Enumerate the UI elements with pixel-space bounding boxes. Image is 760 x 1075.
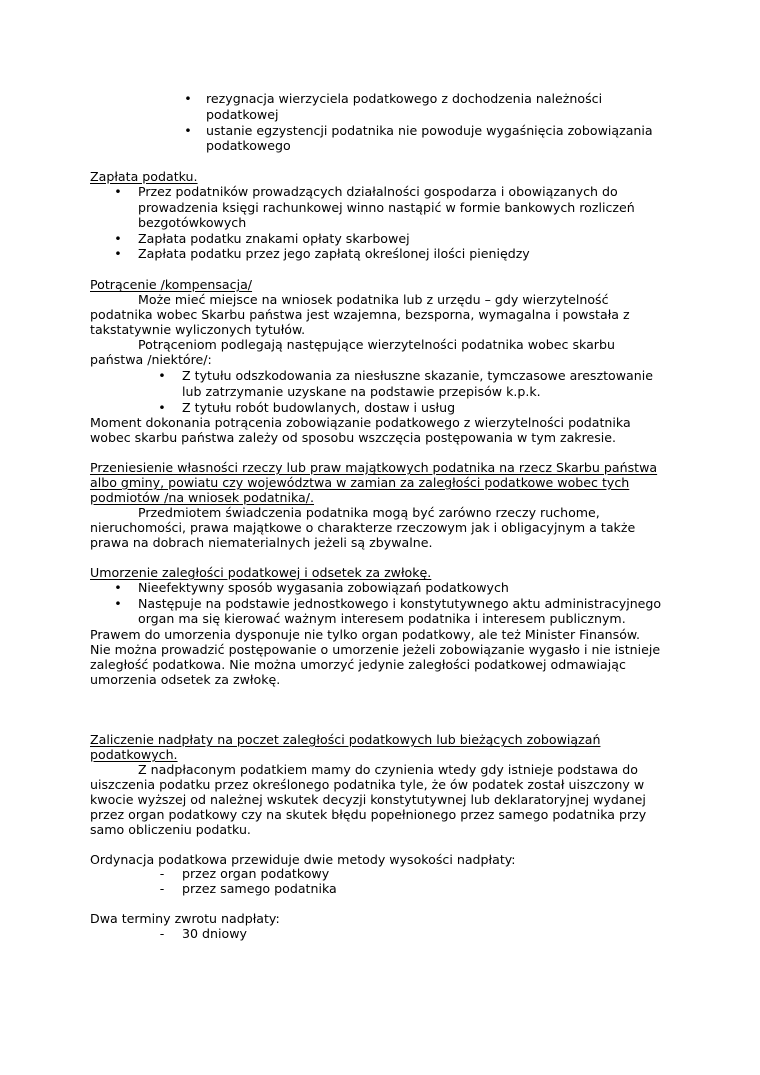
text-line: Nieefektywny sposób wygasania zobowiązań podatkowych	[138, 580, 509, 595]
text-line: ustanie egzystencji podatnika nie powoduje wygaśnięcia zobowiązania	[206, 123, 653, 138]
text-line: Zapłata podatku przez jego zapłatą określonej ilości pieniędzy	[138, 246, 530, 261]
text-line: samo obliczeniu podatku.	[90, 822, 251, 837]
bullet-icon: •	[184, 123, 192, 138]
text-line: państwa /niektóre/:	[90, 352, 212, 367]
text-line: wobec skarbu państwa zależy od sposobu wszczęcia postępowania w tym zakresie.	[90, 430, 617, 445]
text-line: Z tytułu odszkodowania za niesłuszne skazanie, tymczasowe aresztowanie	[182, 368, 653, 383]
bullet-icon: •	[114, 596, 122, 611]
text-line: Prawem do umorzenia dysponuje nie tylko organ podatkowy, ale też Minister Finansów.	[90, 627, 641, 642]
text-line: Przez podatników prowadzących działalności gospodarza i obowiązanych do	[138, 184, 618, 199]
text-line: Ordynacja podatkowa przewiduje dwie metody wysokości nadpłaty:	[90, 852, 516, 867]
text-line: takstatywnie wyliczonych tytułów.	[90, 322, 306, 337]
text-line: organ ma się kierować ważnym interesem podatnika i interesem publicznym.	[138, 611, 626, 626]
dash-icon: -	[159, 926, 165, 941]
text-line: przez organ podatkowy	[182, 866, 330, 881]
text-line: przez organ podatkowy czy na skutek błędu popełnionego przez samego podatnika przy	[90, 807, 647, 822]
text-line: przez samego podatnika	[182, 881, 337, 896]
section-heading-line: Przeniesienie własności rzeczy lub praw majątkowych podatnika na rzecz Skarbu państwa	[90, 460, 658, 475]
section-heading-line: Zaliczenie nadpłaty na poczet zaległości podatkowych lub bieżących zobowiązań	[90, 732, 601, 747]
dash-icon: -	[159, 866, 165, 881]
text-line: lub zatrzymanie uzyskane na podstawie przepisów k.p.k.	[182, 384, 541, 399]
text-line: Moment dokonania potrącenia zobowiązanie podatkowego z wierzytelności podatnika	[90, 415, 631, 430]
section-heading-line: podatkowych.	[90, 747, 178, 762]
bullet-icon: •	[114, 246, 122, 261]
text-line: uiszczenia podatku przez określonego podatnika tyle, że ów podatek został uiszczony w	[90, 777, 645, 792]
bullet-icon: •	[114, 580, 122, 595]
section-heading-line: Zapłata podatku.	[90, 169, 198, 184]
text-line: zaległość podatkowa. Nie można umorzyć jedynie zaległości podatkowej odmawiając	[90, 657, 626, 672]
text-line: Nie można prowadzić postępowanie o umorzenie jeżeli zobowiązanie wygasło i nie istnieje	[90, 642, 661, 657]
bullet-icon: •	[158, 400, 166, 415]
text-line: nieruchomości, prawa majątkowe o charakterze rzeczowym jak i obligacyjnym a także	[90, 520, 636, 535]
section-heading-line: podmiotów /na wniosek podatnika/.	[90, 490, 315, 505]
text-line: kwocie wyższej od należnej wskutek decyzji konstytutywnej lub deklaratoryjnej wydanej	[90, 792, 646, 807]
section-heading-line: albo gminy, powiatu czy województwa w zamian za zaległości podatkowe wobec tych	[90, 475, 630, 490]
text-line: rezygnacja wierzyciela podatkowego z dochodzenia należności	[206, 91, 603, 106]
text-line: bezgotówkowych	[138, 215, 247, 230]
section-heading-line: Potrącenie /kompensacja/	[90, 277, 253, 292]
bullet-icon: •	[114, 184, 122, 199]
bullet-icon: •	[114, 231, 122, 246]
text-line: Z tytułu robót budowlanych, dostaw i usług	[182, 400, 456, 415]
text-line: Z nadpłaconym podatkiem mamy do czynienia wtedy gdy istnieje podstawa do	[138, 762, 638, 777]
text-line: Następuje na podstawie jednostkowego i konstytutywnego aktu administracyjnego	[138, 596, 662, 611]
text-line: Potrąceniom podlegają następujące wierzytelności podatnika wobec skarbu	[138, 337, 615, 352]
text-line: Dwa terminy zwrotu nadpłaty:	[90, 911, 280, 926]
text-line: podatnika wobec Skarbu państwa jest wzajemna, bezsporna, wymagalna i powstała z	[90, 307, 630, 322]
text-line: Przedmiotem świadczenia podatnika mogą być zarówno rzeczy ruchome,	[138, 505, 600, 520]
dash-icon: -	[159, 881, 165, 896]
bullet-icon: •	[158, 368, 166, 383]
section-heading-line: Umorzenie zaległości podatkowej i odsetek za zwłokę.	[90, 565, 432, 580]
text-line: podatkowego	[206, 138, 291, 153]
text-line: umorzenia odsetek za zwłokę.	[90, 672, 281, 687]
text-line: prowadzenia księgi rachunkowej winno nastąpić w formie bankowych rozliczeń	[138, 200, 635, 215]
text-line: 30 dniowy	[182, 926, 247, 941]
text-line: prawa na dobrach niematerialnych jeżeli są zbywalne.	[90, 535, 433, 550]
text-line: Może mieć miejsce na wniosek podatnika lub z urzędu – gdy wierzytelność	[138, 292, 609, 307]
bullet-icon: •	[184, 91, 192, 106]
text-line: podatkowej	[206, 107, 279, 122]
text-line: Zapłata podatku znakami opłaty skarbowej	[138, 231, 410, 246]
